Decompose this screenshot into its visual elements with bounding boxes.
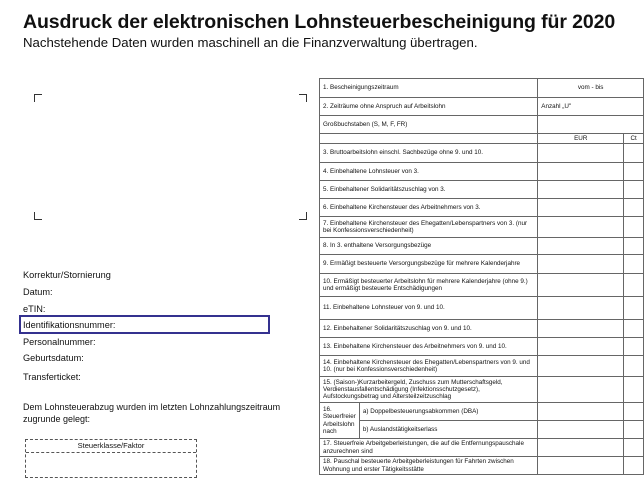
row16-label: 16. Steuerfreier Arbeitslohn nach: [320, 403, 360, 439]
table-row: [320, 163, 644, 181]
table-cell: [624, 274, 644, 297]
table-row: [320, 238, 644, 255]
table-cell: 13. Einbehaltene Kirchensteuer des Arbeitnehmers von 9. und 10.: [320, 338, 538, 356]
table-cell: [538, 163, 624, 181]
lohnsteuerabzug-note: Dem Lohnsteuerabzug wurden im letzten Lohnzahlungszeitraum zugrunde gelegt:: [23, 402, 281, 424]
table-cell: [538, 255, 624, 274]
table-cell: [538, 439, 624, 457]
table-cell: [624, 403, 644, 421]
table-cell: [538, 144, 624, 163]
table-cell: [624, 255, 644, 274]
table-row: [320, 199, 644, 217]
address-corner-mark: [34, 212, 42, 220]
personalnummer-label: Personalnummer:: [23, 337, 96, 347]
page-title: Ausdruck der elektronischen Lohnsteuerbescheinigung für 2020: [23, 11, 616, 33]
table-cell: [538, 238, 624, 255]
table-cell: [624, 199, 644, 217]
table-cell: [624, 457, 644, 475]
table-cell: 9. Ermäßigt besteuerte Versorgungsbezüge für mehrere Kalenderjahre: [320, 255, 538, 274]
table-row: [320, 98, 644, 116]
table-cell: [538, 116, 644, 134]
table-cell: [538, 403, 624, 421]
anzahl-u-header: Anzahl „U": [538, 98, 644, 116]
steuerklasse-header: Steuerklasse/Faktor: [26, 440, 196, 453]
table-cell: 7. Einbehaltene Kirchensteuer des Ehegatten/Lebenspartners von 3. (nur bei Konfessionsverschiedenheit): [320, 217, 538, 238]
table-cell: [624, 144, 644, 163]
datum-label: Datum:: [23, 287, 53, 297]
table-cell: 17. Steuerfreie Arbeitgeberleistungen, die auf die Entfernungspauschale anzurechnen sind: [320, 439, 538, 457]
etin-label: eTIN:: [23, 304, 46, 314]
table-cell: 10. Ermäßigt besteuerter Arbeitslohn für mehrere Kalenderjahre (ohne 9.) und ermäßigt besteuerte Entschädigungen: [320, 274, 538, 297]
steuerklasse-box: [25, 439, 197, 478]
row16-b: b) Auslandstätigkeitserlass: [359, 421, 537, 439]
page-subtitle: Nachstehende Daten wurden maschinell an die Finanzverwaltung übertragen.: [23, 35, 478, 50]
table-cell: [538, 217, 624, 238]
table-cell: 1. Bescheinigungszeitraum: [320, 79, 538, 98]
table-cell: 2. Zeiträume ohne Anspruch auf Arbeitslohn: [320, 98, 538, 116]
table-row: [320, 356, 644, 377]
table-row: [320, 403, 644, 421]
table-cell: [624, 181, 644, 199]
table-cell: 8. In 3. enthaltene Versorgungsbezüge: [320, 238, 538, 255]
table-cell: [624, 217, 644, 238]
vom-bis-header: vom - bis: [538, 79, 644, 98]
table-cell: [624, 356, 644, 377]
address-corner-mark: [299, 212, 307, 220]
table-cell: [624, 163, 644, 181]
ct-header: Ct: [624, 134, 644, 144]
identifikationsnummer-label: Identifikationsnummer:: [23, 320, 116, 330]
table-row: [320, 439, 644, 457]
table-cell: [538, 421, 624, 439]
table-cell: [624, 338, 644, 356]
table-row: [320, 144, 644, 163]
table-cell: [538, 199, 624, 217]
table-row: [320, 297, 644, 320]
table-cell: [538, 377, 624, 403]
table-row: [320, 116, 644, 134]
table-cell: [538, 181, 624, 199]
eur-header: EUR: [538, 134, 624, 144]
table-cell: [538, 457, 624, 475]
table-cell: [624, 238, 644, 255]
table-row: [320, 377, 644, 403]
table-row: [320, 320, 644, 338]
table-cell: [624, 439, 644, 457]
table-cell: Großbuchstaben (S, M, F, FR): [320, 116, 538, 134]
address-corner-mark: [34, 94, 42, 102]
table-cell: [538, 274, 624, 297]
table-cell: 6. Einbehaltene Kirchensteuer des Arbeitnehmers von 3.: [320, 199, 538, 217]
table-cell: 5. Einbehaltener Solidaritätszuschlag von 3.: [320, 181, 538, 199]
address-corner-mark: [299, 94, 307, 102]
table-cell: [538, 356, 624, 377]
table-row: [320, 181, 644, 199]
korrektur-label: Korrektur/Stornierung: [23, 270, 111, 280]
table-cell: [624, 421, 644, 439]
table-cell: 14. Einbehaltene Kirchensteuer des Ehegatten/Lebenspartners von 9. und 10. (nur bei Konfessionsverschiedenheit): [320, 356, 538, 377]
table-row: [320, 217, 644, 238]
table-cell: [624, 297, 644, 320]
table-cell: [538, 338, 624, 356]
lohnsteuer-table: [319, 78, 644, 475]
table-row: [320, 274, 644, 297]
table-cell: 3. Bruttoarbeitslohn einschl. Sachbezüge ohne 9. und 10.: [320, 144, 538, 163]
table-row: [320, 338, 644, 356]
table-cell: 4. Einbehaltene Lohnsteuer von 3.: [320, 163, 538, 181]
table-cell: [624, 320, 644, 338]
table-row: [320, 457, 644, 475]
table-row: [320, 255, 644, 274]
table-cell: [538, 297, 624, 320]
row16-a: a) Doppelbesteuerungsabkommen (DBA): [359, 403, 537, 421]
geburtsdatum-label: Geburtsdatum:: [23, 353, 84, 363]
table-cell: 15. (Saison-)Kurzarbeitergeld, Zuschuss zum Mutterschaftsgeld, Verdienstausfallentschädigung (Infektionsschutzgesetz), Aufstockungsbetrag und Altersteilzeitzuschlag: [320, 377, 538, 403]
table-row: [320, 421, 644, 439]
table-cell: 11. Einbehaltene Lohnsteuer von 9. und 10.: [320, 297, 538, 320]
table-cell: [538, 320, 624, 338]
table-row: [320, 134, 644, 144]
table-cell: 12. Einbehaltener Solidaritätszuschlag von 9. und 10.: [320, 320, 538, 338]
table-cell: [320, 134, 538, 144]
transferticket-label: Transferticket:: [23, 372, 81, 382]
table-cell: [624, 377, 644, 403]
table-row: [320, 79, 644, 98]
table-cell: 18. Pauschal besteuerte Arbeitgeberleistungen für Fahrten zwischen Wohnung und erster Tätigkeitsstätte: [320, 457, 538, 475]
